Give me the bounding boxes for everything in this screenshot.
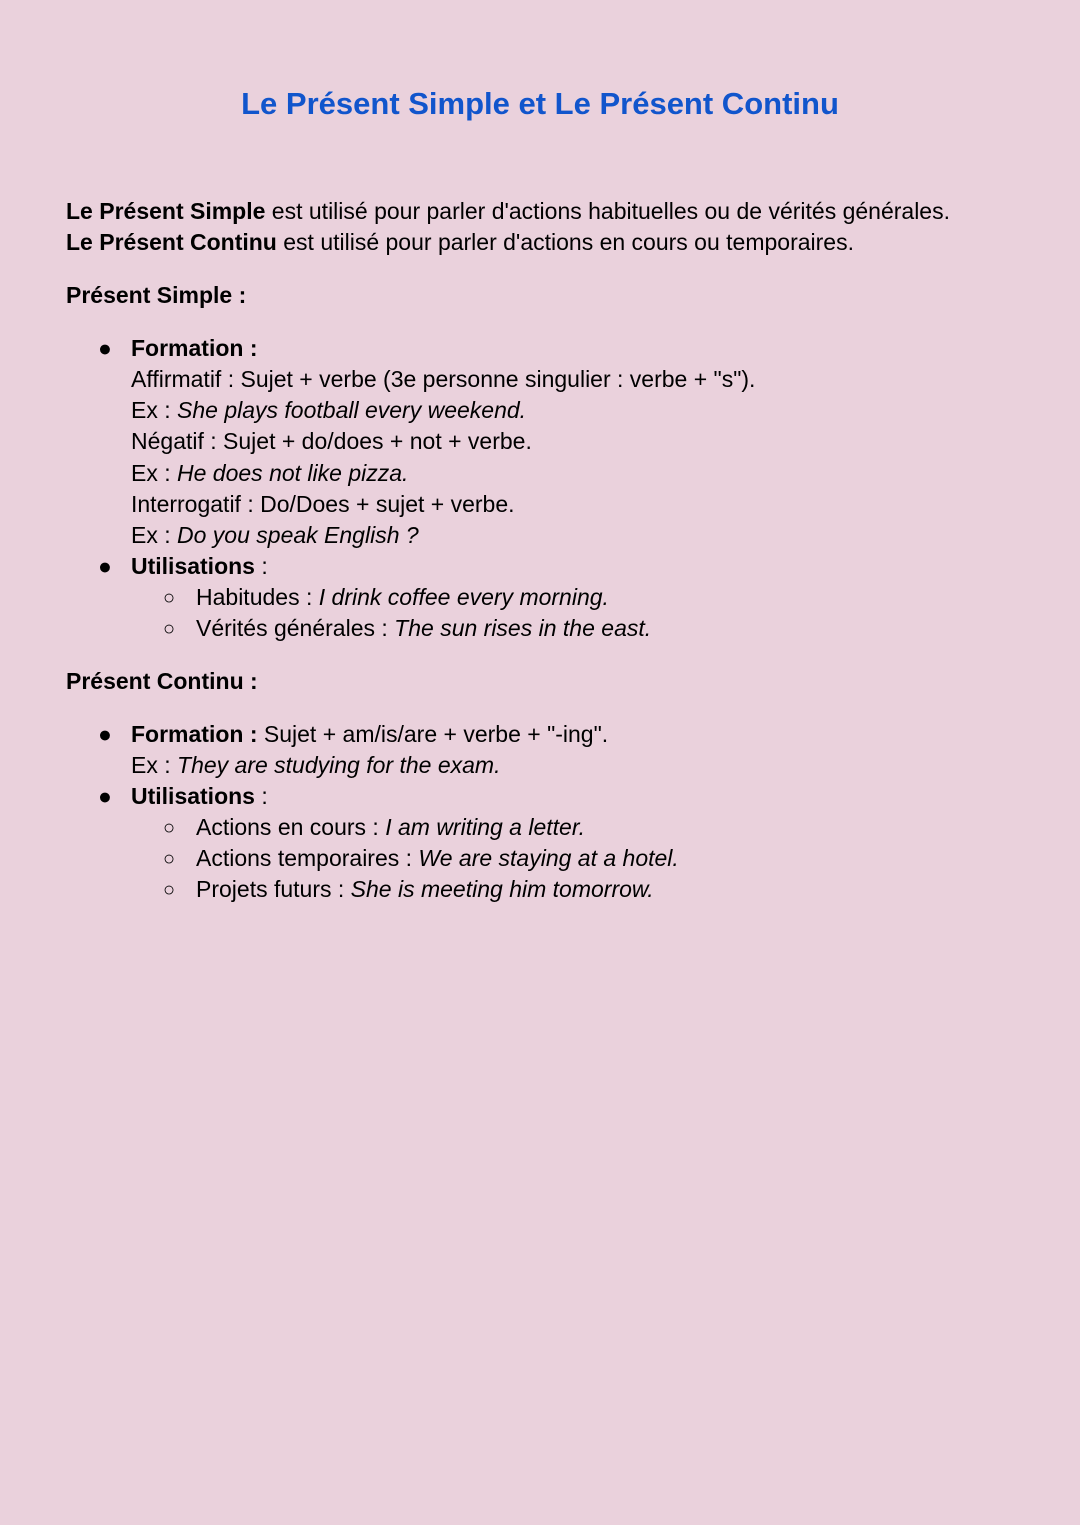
use-label: Actions en cours : xyxy=(196,814,386,840)
circle-bullet-icon: ○ xyxy=(163,817,176,839)
example-prefix: Ex : xyxy=(131,522,178,548)
bullet-icon: ● xyxy=(98,721,112,747)
example-text: He does not like pizza. xyxy=(177,460,409,486)
use-label: Actions temporaires : xyxy=(196,845,419,871)
intro-line-simple xyxy=(66,196,950,227)
example-text: She plays football every weekend. xyxy=(177,397,527,423)
affirmatif-rule: Affirmatif : Sujet + verbe (3e personne singulier : verbe + "s"). xyxy=(131,366,756,392)
intro-text: est utilisé pour parler d'actions habituelles ou de vérités générales. xyxy=(265,198,950,224)
example-text: They are studying for the exam. xyxy=(177,752,501,778)
colon: : xyxy=(254,783,268,809)
use-item xyxy=(196,812,585,843)
intro-term: Le Présent Continu xyxy=(66,229,277,255)
use-item xyxy=(196,843,679,874)
use-example: She is meeting him tomorrow. xyxy=(350,876,654,902)
formation-label: Formation : xyxy=(131,335,258,361)
circle-bullet-icon: ○ xyxy=(163,618,176,640)
circle-bullet-icon: ○ xyxy=(163,587,176,609)
use-item xyxy=(196,874,654,905)
intro-term: Le Présent Simple xyxy=(66,198,266,224)
use-label: Vérités générales : xyxy=(196,615,395,641)
formation-text: Sujet + am/is/are + verbe + "-ing". xyxy=(257,721,609,747)
example-prefix: Ex : xyxy=(131,752,178,778)
section-heading-continu: Présent Continu : xyxy=(66,668,258,694)
example-prefix: Ex : xyxy=(131,460,178,486)
use-example: The sun rises in the east. xyxy=(394,615,652,641)
formation-label: Formation : xyxy=(131,721,258,747)
use-label: Habitudes : xyxy=(196,584,319,610)
use-example: I am writing a letter. xyxy=(385,814,586,840)
formation-line xyxy=(131,719,608,750)
circle-bullet-icon: ○ xyxy=(163,879,176,901)
example-text: Do you speak English ? xyxy=(177,522,419,548)
example-line xyxy=(131,520,419,551)
interrogatif-rule: Interrogatif : Do/Does + sujet + verbe. xyxy=(131,491,515,517)
negatif-rule: Négatif : Sujet + do/does + not + verbe. xyxy=(131,428,532,454)
use-example: We are staying at a hotel. xyxy=(418,845,679,871)
utilisations-label xyxy=(131,551,268,582)
page-title: Le Présent Simple et Le Présent Continu xyxy=(241,86,839,121)
utilisations-label xyxy=(131,781,268,812)
use-item xyxy=(196,613,651,644)
bullet-icon: ● xyxy=(98,553,112,579)
bullet-icon: ● xyxy=(98,783,112,809)
colon: : xyxy=(254,553,268,579)
use-item xyxy=(196,582,609,613)
example-line xyxy=(131,750,500,781)
use-label: Projets futurs : xyxy=(196,876,351,902)
bullet-icon: ● xyxy=(98,335,112,361)
example-line xyxy=(131,458,408,489)
intro-line-continu xyxy=(66,227,854,258)
use-example: I drink coffee every morning. xyxy=(318,584,609,610)
intro-text: est utilisé pour parler d'actions en cours ou temporaires. xyxy=(276,229,854,255)
utilisations-label-text: Utilisations xyxy=(131,553,255,579)
circle-bullet-icon: ○ xyxy=(163,848,176,870)
section-heading-simple: Présent Simple : xyxy=(66,282,247,308)
utilisations-label-text: Utilisations xyxy=(131,783,255,809)
example-line xyxy=(131,395,526,426)
example-prefix: Ex : xyxy=(131,397,178,423)
